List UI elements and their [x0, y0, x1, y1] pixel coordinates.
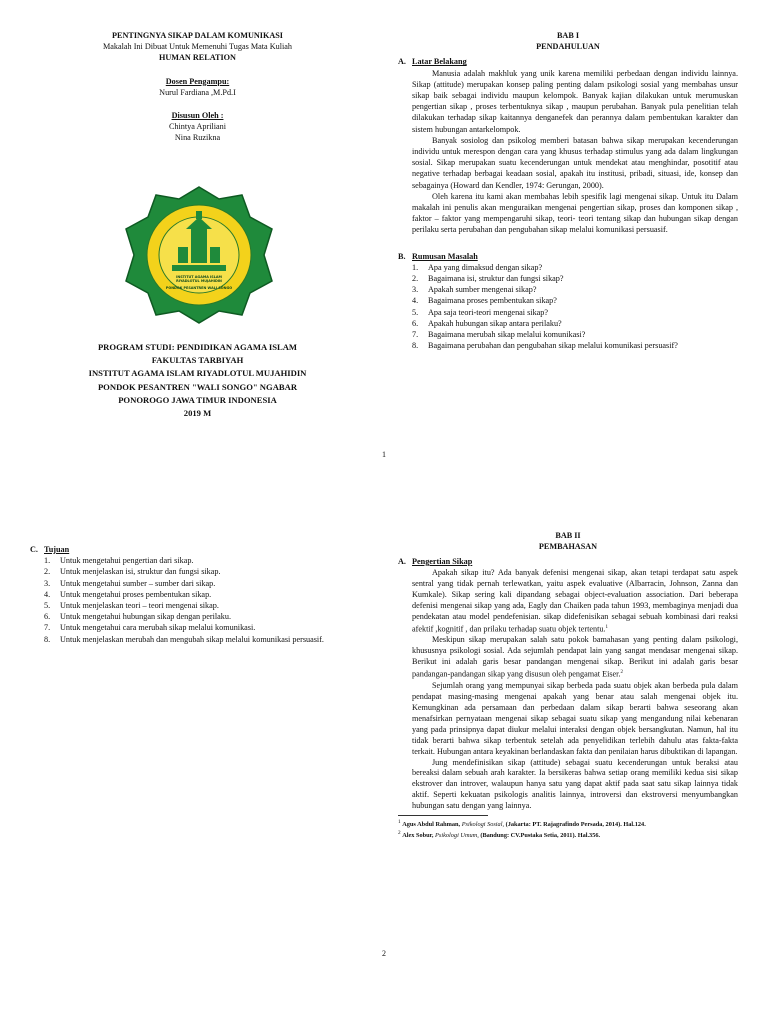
footnote-ref: 2 [620, 670, 623, 676]
program-line: PROGRAM STUDI: PENDIDIKAN AGAMA ISLAM [97, 342, 298, 352]
cover-institution [70, 341, 325, 420]
section-title: Pengertian Sikap [412, 556, 473, 566]
list-item: 7. Bagaimana merubah sikap melalui komunikasi? [412, 330, 586, 340]
footnote: $^1$ Agus Abdul Rahman, Psikologi Sosial, (Jakarta: PT. Rajagrafindo Persada, 2014). Hal.124. [398, 819, 646, 829]
goals-list [30, 555, 342, 645]
list-item: 5. Apa saja teori-teori mengenai sikap? [412, 307, 549, 317]
program-line: FAKULTAS TARBIYAH [151, 355, 244, 366]
program-line: INSTITUT AGAMA ISLAM RIYADLOTUL MUJAHIDIN [88, 368, 307, 379]
section-heading [398, 251, 738, 262]
paragraph: Oleh karena itu kami akan membahas lebih spesifik lagi mengenai sikap. Untuk itu Dalam makalah ini penulis akan menguraikan mengenai pengertian sikap, proses dan komponen sikap , faktor – faktor yang mempengaruhi sikap, teori- teori tentang sikap dan hubungan sikap dengan perilaku serta perubahan dan pengubahan sikap melalui komunikasi persuasif. [412, 191, 738, 235]
logo-text-inner: INSTITUT AGAMA ISLAM RIYADLOTUL MUJAHIDIN [176, 275, 222, 283]
section-heading [398, 557, 738, 568]
paragraph: Meskipun sikap merupakan salah satu pokok bamahasan yang penting dalam psikologi, khususnya psikologi sosial. Ada sejumlah pendapat lain yang sangat mendasar mengenai sikap. Berikut ini adalah garis besar pandangan mengenai sikap. Berikut ini adalah garis besar pandangan-pandangan sikap yang disusun oleh pengamat Eiser.$^2$ [412, 635, 738, 679]
section-heading [398, 56, 738, 67]
paragraph: Apakah sikap itu? Ada banyak defenisi mengenai sikap, akan tetapi terdapat satu aspek sentral yang tidak pernah terlewatkan, yaitu aspek evaluative (Albarracin, Johnson, Zanna dan Kumkale). Sikap sering kali dipandang sebagai object-evaluation association. Dari beberapa defenisi mengenai sikap yang ada, Eagly dan Chaiken pada tahun 1993, membaginya menjadi dua pendekatan atau model pendefenisian. sikap didefenisikan sebagai sebuah kombinasi dari reaksi afektif ,kognitif , dan prilaku terhadap suatu objek tertentu.$^1$ [412, 567, 738, 634]
list-item: 7. Untuk mengetahui cara merubah sikap melalui komunikasi. [44, 623, 256, 633]
program-line: PONDOK PESANTREN "WALI SONGO" NGABAR [97, 381, 298, 392]
section-letter: B. [398, 251, 406, 261]
bab1-chapter-title: PENDAHULUAN [536, 42, 600, 52]
section-title: Latar Belakang [412, 57, 467, 67]
list-item: 6. Untuk mengetahui hubungan sikap dengan perilaku. [44, 612, 231, 622]
question-list [398, 262, 738, 352]
list-item: 8. Bagaimana perubahan dan pengubahan sikap melalui komunikasi persuasif? [412, 341, 678, 351]
section-letter: C. [30, 545, 38, 554]
lecturer-name: Nurul Fardiana ,M.Pd.I [159, 87, 236, 97]
section-title: Rumusan Masalah [412, 251, 478, 261]
list-item: 5. Untuk menjelaskan teori – teori mengenai sikap. [44, 601, 219, 611]
page-number: 2 [382, 949, 386, 958]
list-item: 8. Untuk menjelaskan merubah dan mengubah sikap melalui komunikasi persuasif. [44, 634, 324, 644]
program-line: PONOROGO JAWA TIMUR INDONESIA [118, 394, 277, 405]
cover-course: HUMAN RELATION [159, 53, 236, 63]
logo-text-lower: PONDOK PESANTREN WALI SONGO [165, 286, 233, 290]
section-letter: A. [398, 57, 406, 67]
cover-page [70, 30, 325, 144]
institution-logo [120, 185, 278, 325]
cover-title: PENTINGNYA SIKAP DALAM KOMUNIKASI [112, 31, 283, 40]
list-item: 4. Untuk mengetahui proses pembentukan sikap. [44, 589, 212, 599]
section-title: Tujuan [44, 545, 70, 554]
list-item: 3. Apakah sumber mengenai sikap? [412, 285, 537, 295]
footnote-divider [398, 815, 488, 816]
paragraph: Sejumlah orang yang mempunyai sikap berbeda pada suatu objek akan berbeda pula dalam pendapat masing-masing mengenai apakah yang benar atau salah mengenai objek itu. Kemungkinan ada persamaan dan perbedaan dalam sikap berarti bahwa seseorang akan menafsirkan pernyataan mengenai sikap sebagai suatu sikap yang mengandung nilai kebenaran yang pada prinsipnya dapat diukur melalui interaksi dengan objek bersangkutan. Namun, hal itu tidak berarti bahwa sikap terbentuk setelah ada penyelidikan terlebih dahulu atas fakta-fakta terkait. Hubungan antara keyakinan berlandaskan fakta dan penilaian harus dibuktikan di lapangan. [412, 680, 738, 756]
bab1-column [398, 30, 738, 351]
lecturer-label: Dosen Pengampu: [165, 76, 230, 86]
bab2-column [398, 531, 738, 840]
author-1: Chintya Apriliani [168, 122, 227, 132]
section-heading [30, 544, 342, 555]
paragraph: Jung mendefinisikan sikap (attitude) sebagai suatu kecenderungan untuk beraksi atau bereaksi dalam sebuah arah karakter. Ia bersikeras bahwa setiap orang memiliki kedua sisi sikap ekstrover dan introver, walaupun hanya satu yang dapat aktif pada saat satu sikap lainnya tidak aktif. Seperti kekuatan psikologis analitis lainnya, introversi dan ekstroversi menyumbangkan hubungan satu dengan yang lainnya. [412, 757, 738, 811]
footnote: $^2$ Alex Sobur, Psikologi Umum, (Bandung: CV.Pustaka Setia, 2011). Hal.356. [398, 830, 601, 840]
bab1-chapter: BAB I [556, 31, 580, 40]
list-item: 1. Apa yang dimaksud dengan sikap? [412, 262, 543, 272]
cover-subtitle: Makalah Ini Dibuat Untuk Memenuhi Tugas Mata Kuliah [103, 42, 292, 52]
author-2: Nina Ruzikna [174, 133, 221, 143]
paragraph: Banyak sosiolog dan psikolog memberi batasan bahwa sikap merupakan kecenderungan individu untuk merespon dengan cara yang khusus terhadap stimulus yang ada dalam lingkungan sosial. Sikap merupakan suatu kecenderungan untuk mendekat atau menghindar, posotitif atau negative terhadap berbagai keadaan sosial, apakah itu institusi, pribadi, situasi, ide, konsep dan sebagainya (Howard dan Kendler, 1974: Gerungan, 2000). [412, 135, 738, 190]
bab2-chapter-title: PEMBAHASAN [538, 541, 598, 551]
list-item: 2. Untuk menjelaskan isi, struktur dan fungsi sikap. [44, 567, 221, 577]
list-item: 6. Apakah hubungan sikap antara perilaku? [412, 318, 562, 328]
authors-label: Disusun Oleh : [171, 111, 224, 121]
paragraph: Manusia adalah makhluk yang unik karena memiliki perbedaan dengan individu lainnya. Sikap (attitude) merupakan konsep paling penting dalam psikologi sosial yang membahas unsur sikap baik sebagai individu maupun kelompok. Banyak kajian dilakukan untuk merumuskan pengertian sikap , proses terbentuknya sikap , maupun perubahan. Banyak pula penelitian telah dilakukan terhadap sikap kaitannya denganefek dan perannya dalam pembentukan karakter dan sistem hubungan antarkelompok. [412, 68, 738, 134]
bab2-chapter: BAB II [555, 531, 581, 540]
list-item: 1. Untuk mengetahui pengertian dari sikap. [44, 556, 194, 566]
list-item: 3. Untuk mengetahui sumber – sumber dari sikap. [44, 578, 216, 588]
list-item: 4. Bagaimana proses pembentukan sikap? [412, 296, 557, 306]
program-line: 2019 M [183, 408, 212, 419]
page-number: 1 [382, 450, 386, 459]
footnote-ref: 1 [605, 624, 608, 630]
section-letter: A. [398, 556, 406, 566]
list-item: 2. Bagaimana isi, struktur dan fungsi sikap? [412, 274, 564, 284]
tujuan-column [30, 544, 342, 645]
